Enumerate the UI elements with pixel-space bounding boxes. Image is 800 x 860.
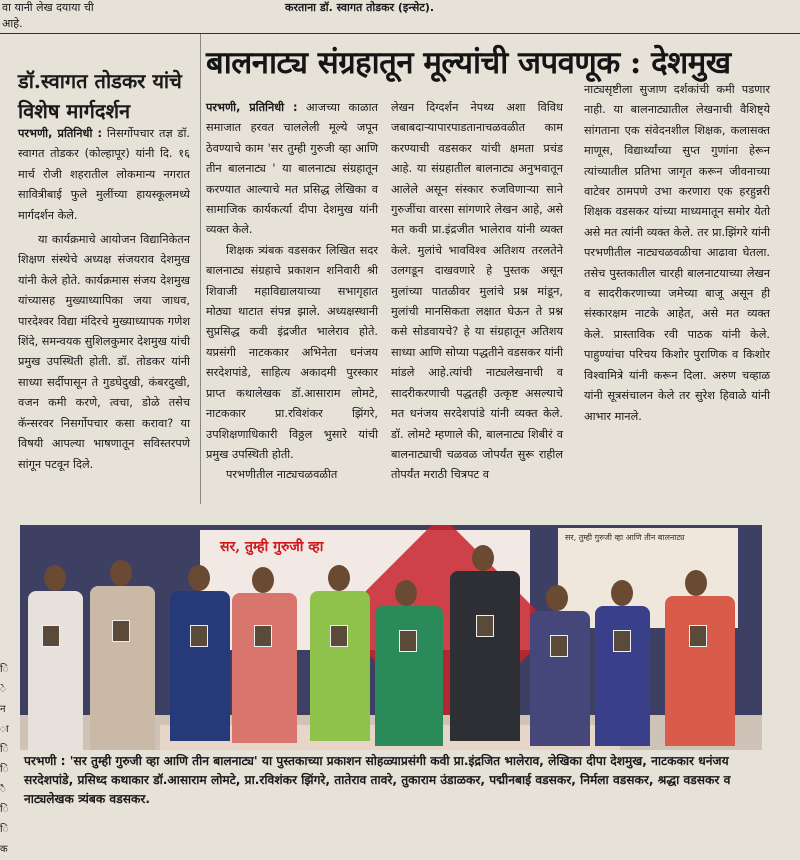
main-headline: बालनाट्य संग्रहातून मूल्यांची जपवणूक : देशमुख: [206, 45, 731, 81]
side-article-text-1: निसर्गोपचार तज्ञ डॉ. स्वागत तोडकर (कोल्हापूर) यांनी दि. १६ मार्च रोजी शहरातील लोकमान्य नगरात सावित्रीबाई फुले मुलींच्या हायस्कूलमध्ये मार्गदर्शन केले.: [18, 127, 190, 222]
side-article-para-2: या कार्यक्रमाचे आयोजन विद्यानिकेतन शिक्षण संस्थेचे अध्यक्ष संजयराव देशमुख यांनी केले होते. कार्यक्रमास संजय देशमुख यांच्यासह मुख्याध्यापिका जया जाधव, पारदेश्वर विद्या मंदिरचे मुख्याध्यापक गणेश शिंदे, समन्वयक सुशिलकुमार देशमुख यांची प्रमुख उपस्थिती होती. डॉ. तोडकर यांनी साध्या सर्दीपासून ते गुडघेदुखी, कंबरदुखी, वजन कमी करणे, त्वचा, डोळे तसेच कॅन्सरवर निसर्गोपचार कसा करावा? या विषयी आपल्या भाषणातून सविस्तरपणे सांगून पटवून दिले.: [18, 233, 190, 471]
side-article-body: [18, 124, 190, 475]
main-article-dateline: परभणी, प्रतिनिधी :: [206, 101, 298, 114]
photo-caption: परभणी : 'सर तुम्ही गुरुजी व्हा आणि तीन बालनाट्य' या पुस्तकाच्या प्रकाशन सोहळ्याप्रसंगी कवी प्रा.इंद्रजित भालेराव, लेखिका दीपा देशमुख, नाटककार धनंजय सरदेशपांडे, प्रसिध्द कथाकार डॉ.आसाराम लोमटे, प्रा.रविशंकर झिंगरे, तातेराव तावरे, तुकाराम उंडाळकर, पद्मीनबाई वडसकर, निर्मला वडसकर, श्रद्धा वडसकर व नाट्यलेखक त्र्यंबक वडसकर.: [24, 754, 731, 806]
column-divider: [200, 34, 201, 504]
main-col1-para-2: शिक्षक त्र्यंबक वडसकर लिखित सदर बालनाट्य संग्रहाचे प्रकाशन शनिवारी श्री शिवाजी महाविद्यालयाच्या सभागृहात मोठ्या थाटात संपन्न झाले. अध्यक्षस्थानी सुप्रसिद्ध कवी इंद्रजीत भालेराव होते. यप्रसंगी नाटककार अभिनेता धनंजय सरदेशपांडे, साहित्य अकादमी पुरस्कार प्राप्त कथालेखक डॉ.आसाराम लोमटे, नाटककार प्रा.रविशंकर झिंगरे, उपशिक्षणाधिकारी विठ्ठल भुसारे यांची प्रमुख उपस्थिती होती.: [206, 243, 378, 461]
main-col3-para-1: नाट्यसृष्टीला सुजाण दर्शकांची कमी पडणार नाही. या बालनाट्यातील लेखनाची वैशिष्ट्ये सांगताना एक संवेदनशील शिक्षक, कलासक्त माणूस, विद्यार्थ्यांच्या सुप्त गुणांना हेरून त्यांच्यातील प्रतिभा जागृत करून जीवनाच्या वाटेवर ठामपणे उभा करणारा एक हरहुन्नरी शिक्षक वडसकर यांच्या माध्यमातून समोर येतो असे मत त्यांनी व्यक्त केले. तर प्रा.झिंगरे यांनी परभणीतील नाट्यचळवळीचा आढावा घेतला. तसेच पुस्तकातील चारही बालनाटयाच्या लेखन व सादरीकरणाच्या जमेच्या बाजू असून ही संस्कारक्षम नाटके आहेत, असे मत व्यक्त केले. प्रास्ताविक रवी पाठक यांनी केले. पाहुण्यांचा परिचय किशोर पुराणिक व किशोर विश्वामित्रे यांनी करून दिला. अरुण चव्हाळ यांनी सूत्रसंचालन केले तर सुरेश हिवाळे यांनी आभार मानले.: [584, 83, 770, 423]
side-article-para-1: [18, 124, 190, 226]
side-article-dateline: परभणी, प्रतिनिधी :: [18, 127, 103, 140]
stage-banner-text: सर, तुम्ही गुरुजी व्हा: [220, 539, 324, 555]
top-strip: [0, 0, 800, 36]
main-col2-para-1: लेखन दिग्दर्शन नेपथ्य अशा विविध जबाबदाऱ्यापारपाडतानाचळवळीत काम करण्याची वडसकर यांची क्षमता प्रचंड आहे. या संग्रहातील बालनाट्य अनुभवातून आलेले असून संस्कार रुजविणाऱ्या साने गुरुजींचा वारसा सांगणारे लेखन आहे, असे मत कवी प्रा.इंद्रजीत भालेराव यांनी व्यक्त केले. मुलांचे भावविश्व अतिशय तरलतेने उलगडून दाखवणारे हे पुस्तक असून मुलांच्या पातळीवर मुलांचे प्रश्न मांडून, मुलांची मानसिकता लक्षात घेऊन ते प्रश्न कसे सोडवायचे? हे या संग्रहातून अतिशय साध्या आणि सोप्या पद्धतीने वडसकर यांनी मांडले आहे.त्यांची नाट्यलेखनाची व सादरीकरणाची पद्धतही उत्कृष्ट असल्याचे मत धनंजय सरदेशपांडे यांनी व्यक्त केले. डॉ. लोमटे म्हणाले की, बालनाट्य शिबीरं व बालनाट्याची चळवळ जोपर्यंत सुरू राहील तोपर्यंत मराठी चित्रपट व: [391, 101, 563, 482]
previous-article-fragment: वा यानी लेख दयाया ची आहे.: [2, 1, 94, 30]
main-col1-para-1: [206, 98, 378, 241]
side-article-title: डॉ.स्वागत तोडकर यांचे विशेष मार्गदर्शन: [18, 69, 182, 123]
main-col1-text-1: आजच्या काळात समाजात हरवत चाललेली मूल्ये जपून ठेवण्याचे काम 'सर तुम्ही गुरुजी व्हा आणि तीन बालनाट्य ' या बालनाट्य संग्रहातून करण्यात आल्याचे मत प्रसिद्ध लेखिका व सामाजिक कार्यकर्त्या दीपा देशमुख यांनी व्यक्त केले.: [206, 101, 378, 237]
photo-caption-fragment: करताना डॉ. स्वागत तोडकर (इन्सेट).: [285, 1, 435, 14]
main-column-2: [391, 98, 563, 486]
stage-poster-text: सर, तुम्ही गुरुजी व्हा आणि तीन बालनाट्य: [565, 533, 685, 542]
left-margin-fragments: ि े न ा ि ि ै ि ि क: [0, 664, 9, 855]
event-photo: [20, 525, 762, 750]
main-col1-para-3: परभणीतील नाट्यचळवळीत: [226, 468, 338, 482]
main-column-3: [584, 80, 770, 427]
main-column-1: [206, 98, 378, 486]
